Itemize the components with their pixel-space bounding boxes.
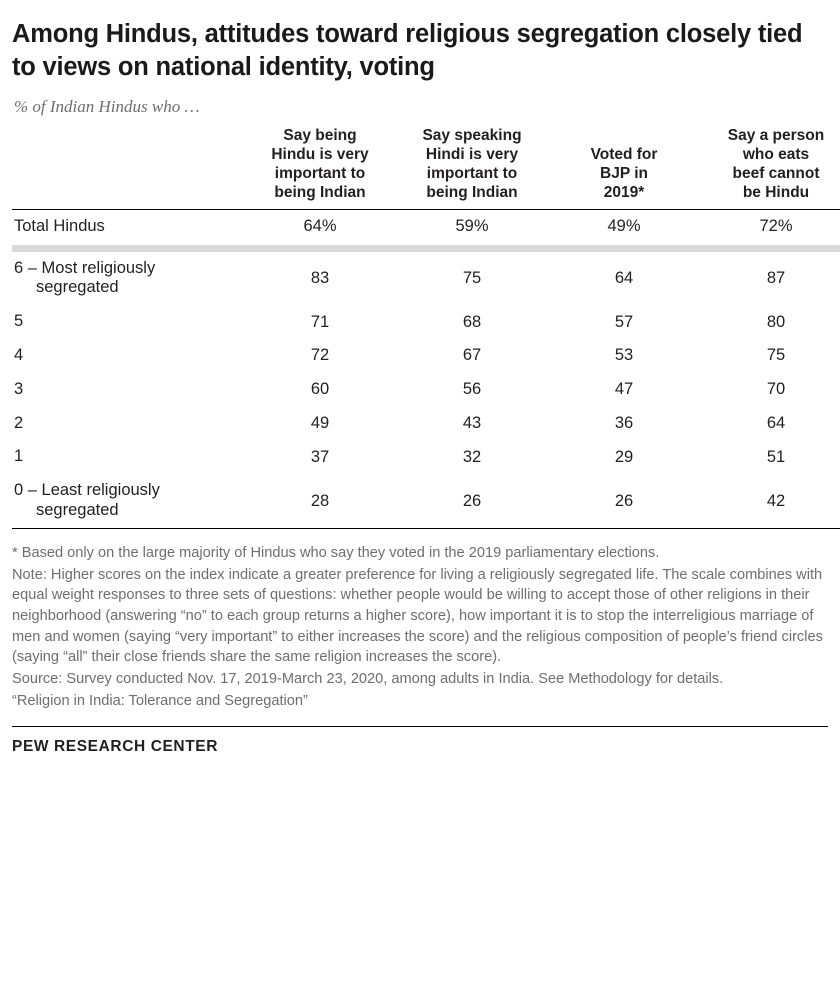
column-header-2-line1: Say speaking — [422, 127, 522, 145]
column-header-3 — [548, 127, 700, 209]
cell-1-c3: 29 — [614, 447, 634, 466]
row-label-6 — [12, 252, 244, 306]
table-row — [12, 407, 840, 441]
row-header-blank — [12, 127, 244, 209]
cell-0-c1: 28 — [310, 491, 330, 510]
row-label-5: 5 — [14, 312, 24, 331]
column-header-4-line2: who eats — [742, 146, 810, 164]
chart-subtitle: % of Indian Hindus who … — [14, 97, 200, 117]
cell-4-c2: 67 — [462, 346, 482, 365]
cell-3-c3: 47 — [614, 380, 634, 399]
column-header-1-line1: Say being — [283, 127, 357, 145]
column-header-2-line3: important to — [426, 165, 518, 183]
divider-band — [12, 245, 840, 252]
divider-band-row — [12, 245, 840, 252]
row-label-0 — [12, 474, 244, 528]
cell-1-c1: 37 — [310, 447, 330, 466]
cell-1-c4: 51 — [766, 447, 786, 466]
cell-2-c4: 64 — [766, 414, 786, 433]
cell-5-c3: 57 — [614, 312, 634, 331]
column-header-3-line3: BJP in — [600, 165, 648, 183]
cell-4-c1: 72 — [310, 346, 330, 365]
column-header-1 — [244, 127, 396, 209]
table-row — [12, 339, 840, 373]
row-label-4: 4 — [14, 346, 24, 365]
row-label-total: Total Hindus — [14, 216, 105, 235]
cell-3-c1: 60 — [310, 380, 330, 399]
note-text: Note: Higher scores on the index indicate a greater preference for living a religiously segregated life. The scale combines with equal weight responses to three sets of questions: whether people would be willing to accept those of other religions in their neighborhood (answering “no” to each group returns a higher score), how important it is to stop the interreligious marriage of men and women (saying “very important” to either increases the score) and the religious composition of people’s friend circles (saying “all” their close friends share the same religion increases the score). — [12, 566, 823, 666]
pew-research-center-logo: PEW RESEARCH CENTER — [12, 737, 219, 755]
cell-0-c2: 26 — [462, 491, 482, 510]
page-title: Among Hindus, attitudes toward religious segregation closely tied to views on national identity, voting — [12, 20, 803, 81]
column-header-1-line3: important to — [274, 165, 366, 183]
cell-5-c2: 68 — [462, 312, 482, 331]
table-row — [12, 252, 840, 306]
column-header-2-line2: Hindi is very — [425, 146, 519, 164]
cell-0-c4: 42 — [766, 491, 786, 510]
notes-block — [12, 543, 828, 712]
table-row-total — [12, 211, 840, 245]
cell-3-c2: 56 — [462, 380, 482, 399]
table-row — [12, 305, 840, 339]
column-header-3-line2: Voted for — [590, 146, 658, 164]
row-label-6-line1: 6 – Most religiously — [14, 258, 156, 277]
cell-4-c3: 53 — [614, 346, 634, 365]
footnote-text: * Based only on the large majority of Hindus who say they voted in the 2019 parliamentary elections. — [12, 544, 660, 561]
source-text: Source: Survey conducted Nov. 17, 2019-March 23, 2020, among adults in India. See Methodology for details. — [12, 671, 724, 688]
cell-1-c2: 32 — [462, 447, 482, 466]
row-label-1: 1 — [14, 447, 24, 466]
cell-5-c1: 71 — [310, 312, 330, 331]
footer-rule — [12, 726, 828, 727]
column-header-4-line4: be Hindu — [742, 183, 810, 201]
column-header-1-line2: Hindu is very — [271, 146, 369, 164]
row-label-2: 2 — [14, 413, 24, 432]
column-header-4 — [700, 127, 840, 209]
report-title-text: “Religion in India: Tolerance and Segregation” — [12, 692, 308, 709]
cell-5-c4: 80 — [766, 312, 786, 331]
column-header-2 — [396, 127, 548, 209]
table-bottom-rule-line — [12, 528, 840, 529]
cell-total-c3: 49% — [607, 217, 641, 236]
row-label-6-line2: segregated — [36, 278, 119, 297]
cell-0-c3: 26 — [614, 491, 634, 510]
row-label-0-line2: segregated — [36, 501, 119, 520]
table-row — [12, 440, 840, 474]
column-header-4-line3: beef cannot — [732, 165, 820, 183]
row-label-0-line1: 0 – Least religiously — [14, 481, 160, 500]
column-header-1-line4: being Indian — [274, 183, 366, 201]
cell-total-c2: 59% — [455, 217, 489, 236]
cell-6-c2: 75 — [462, 268, 482, 287]
table-row — [12, 373, 840, 407]
data-table — [12, 127, 840, 530]
cell-2-c3: 36 — [614, 414, 634, 433]
row-label-3: 3 — [14, 379, 24, 398]
cell-6-c4: 87 — [766, 268, 786, 287]
cell-4-c4: 75 — [766, 346, 786, 365]
column-header-2-line4: being Indian — [426, 183, 518, 201]
column-header-3-line4: 2019* — [603, 183, 645, 201]
cell-2-c2: 43 — [462, 414, 482, 433]
cell-6-c1: 83 — [310, 268, 330, 287]
cell-2-c1: 49 — [310, 414, 330, 433]
table-header-row — [12, 127, 840, 209]
cell-total-c4: 72% — [759, 217, 793, 236]
cell-total-c1: 64% — [303, 217, 337, 236]
column-header-4-line1: Say a person — [727, 127, 825, 145]
cell-3-c4: 70 — [766, 380, 786, 399]
table-bottom-rule — [12, 528, 840, 530]
cell-6-c3: 64 — [614, 268, 634, 287]
table-row — [12, 474, 840, 528]
